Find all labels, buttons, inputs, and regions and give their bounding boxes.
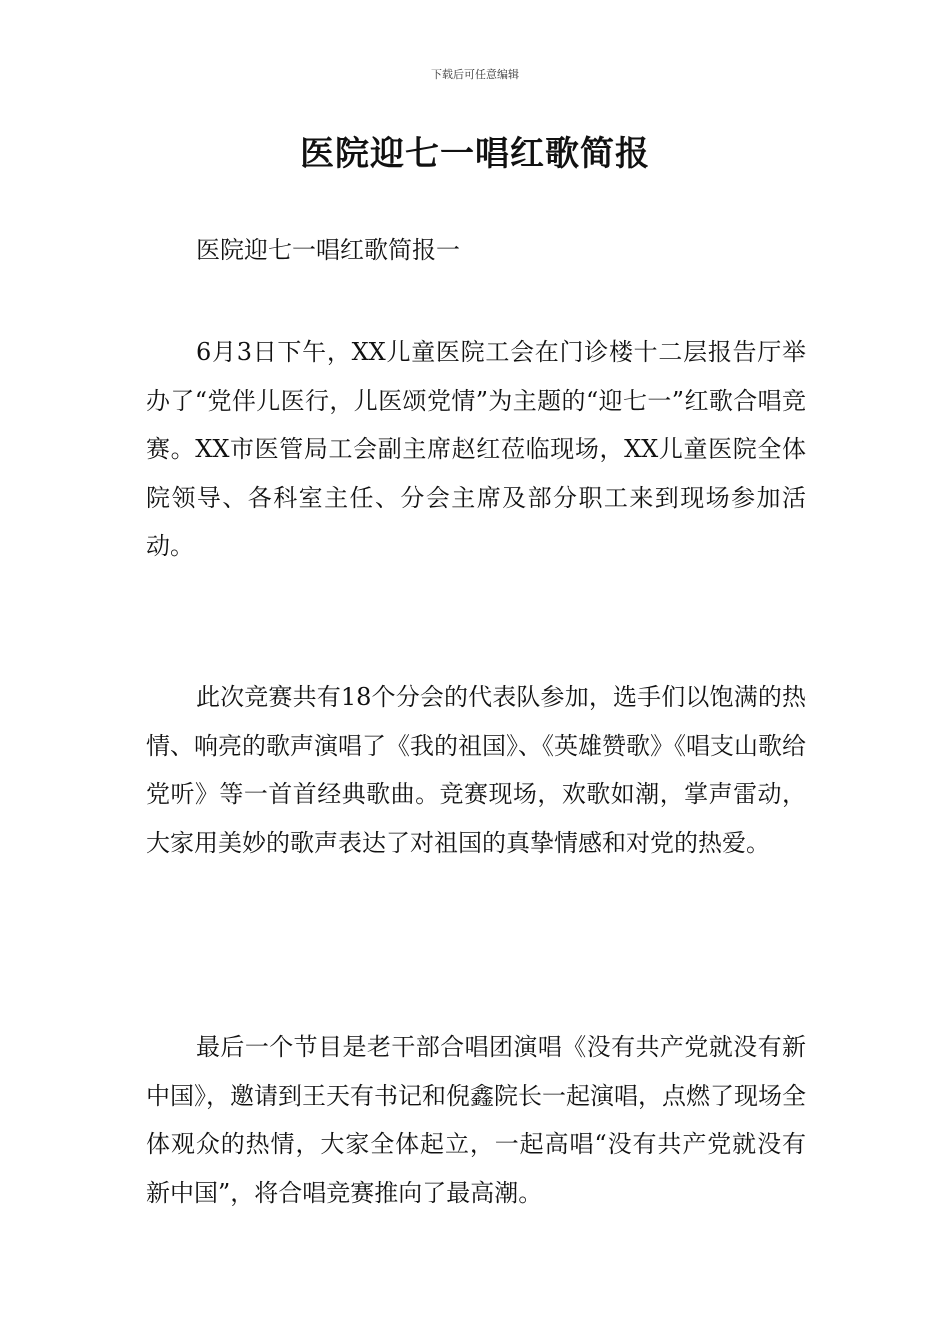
paragraph-3: 最后一个节目是老干部合唱团演唱《没有共产党就没有新中国》，邀请到王天有书记和倪鑫院长一起演唱，点燃了现场全体观众的热情，大家全体起立，一起高唱“没有共产党就没有新中国”，将合唱竞赛推向了最高潮。 xyxy=(146,1033,806,1207)
paragraph-2: 此次竞赛共有18个分会的代表队参加，选手们以饱满的热情、响亮的歌声演唱了《我的祖国》、《英雄赞歌》《唱支山歌给党听》等一首首经典歌曲。竞赛现场，欢歌如潮，掌声雷动，大家用美妙的歌声表达了对祖国的真挚情感和对党的热爱。 xyxy=(146,683,806,857)
document-subtitle: 医院迎七一唱红歌简报一 xyxy=(196,236,460,264)
header-note: 下载后可任意编辑 xyxy=(431,68,519,81)
document-title: 医院迎七一唱红歌简报 xyxy=(300,134,650,174)
paragraph-1: 6月3日下午，XX儿童医院工会在门诊楼十二层报告厅举办了“党伴儿医行，儿医颂党情”为主题的“迎七一”红歌合唱竞赛。XX市医管局工会副主席赵红莅临现场，XX儿童医院全体院领导、各科室主任、分会主席及部分职工来到现场参加活动。 xyxy=(146,338,806,560)
